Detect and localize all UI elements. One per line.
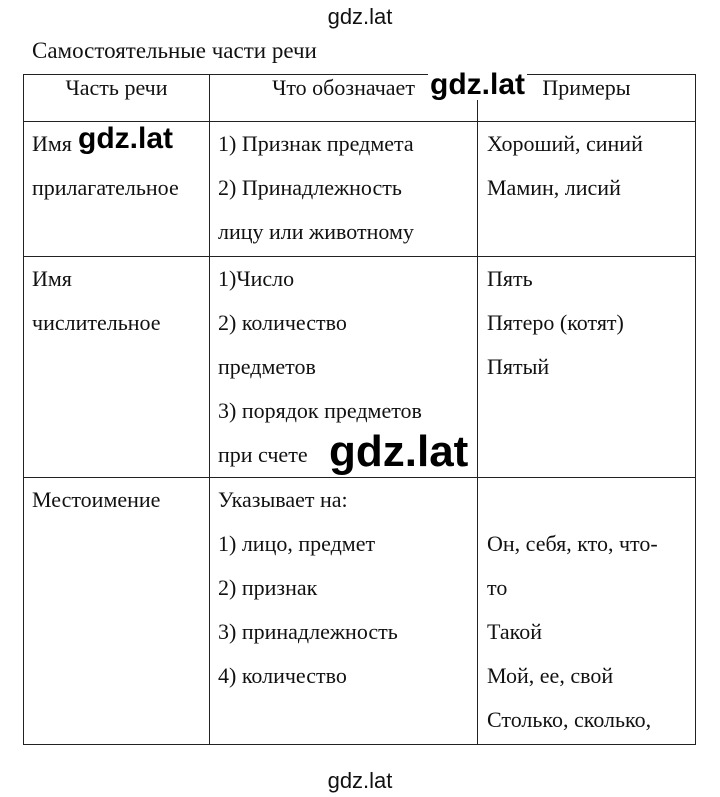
- header-meaning: Что обозначает: [210, 75, 478, 122]
- parts-of-speech-table: [23, 74, 696, 745]
- cell-text: 2) признак: [218, 575, 318, 600]
- cell-text: при счете: [218, 442, 308, 467]
- cell-examples: [478, 478, 696, 745]
- header-examples: Примеры: [478, 75, 696, 122]
- cell-part: [24, 257, 210, 478]
- cell-text: Мой, ее, свой: [487, 663, 614, 688]
- cell-text: прилагательное: [32, 175, 179, 200]
- cell-text: числительное: [32, 310, 161, 335]
- cell-text: то: [487, 575, 508, 600]
- cell-text: 1)Число: [218, 266, 295, 291]
- watermark-overlay: gdz.lat: [325, 430, 472, 474]
- header-part-of-speech: Часть речи: [24, 75, 210, 122]
- table-row: [24, 478, 696, 745]
- cell-meaning: [210, 122, 478, 257]
- watermark-bottom: gdz.lat: [327, 768, 393, 793]
- watermark-overlay: gdz.lat: [430, 68, 525, 101]
- cell-text: Такой: [487, 619, 542, 644]
- cell-text: 1) Признак предмета: [218, 131, 414, 156]
- cell-spacer: [478, 478, 695, 522]
- cell-meaning: [210, 478, 478, 745]
- cell-text: предметов: [218, 354, 316, 379]
- cell-text: Пять: [487, 266, 533, 291]
- cell-examples: [478, 257, 696, 478]
- cell-text: Местоимение: [32, 487, 161, 512]
- table-header-row: [24, 75, 696, 122]
- cell-text: Указывает на:: [218, 487, 348, 512]
- cell-examples: [478, 122, 696, 257]
- cell-text: Мамин, лисий: [487, 175, 621, 200]
- cell-text: Он, себя, кто, что-: [487, 531, 658, 556]
- cell-text: Столько, сколько,: [487, 707, 652, 732]
- cell-text: Пятый: [487, 354, 550, 379]
- watermark-overlay: gdz.lat: [78, 122, 173, 155]
- cell-text: лицу или животному: [218, 219, 414, 244]
- cell-text: Хороший, синий: [487, 131, 643, 156]
- cell-text: 2) количество: [218, 310, 347, 335]
- cell-text: 3) принадлежность: [218, 619, 398, 644]
- cell-text: Имя: [32, 266, 72, 291]
- cell-text: 3) порядок предметов: [218, 398, 422, 423]
- cell-text: Имя: [32, 131, 72, 156]
- page-heading: Самостоятельные части речи: [32, 38, 317, 63]
- cell-text: 2) Принадлежность: [218, 175, 402, 200]
- cell-part: [24, 478, 210, 745]
- cell-text: 1) лицо, предмет: [218, 531, 376, 556]
- cell-text: 4) количество: [218, 663, 347, 688]
- cell-text: Пятеро (котят): [487, 310, 624, 335]
- watermark-top: gdz.lat: [327, 4, 393, 29]
